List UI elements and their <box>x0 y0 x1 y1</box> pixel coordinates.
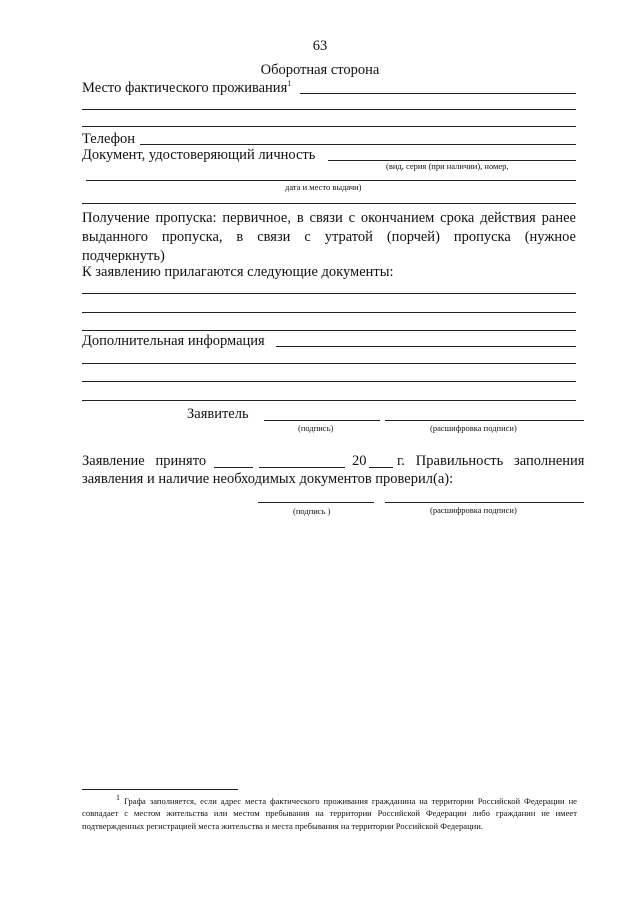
residence-label: Место фактического проживания$^1$ <box>82 79 292 96</box>
additional-info-input-line[interactable] <box>276 346 576 347</box>
residence-input-line[interactable] <box>300 93 576 94</box>
acceptance-day-line[interactable] <box>214 467 253 468</box>
attached-documents-line-3[interactable] <box>82 330 576 331</box>
applicant-signature-line[interactable] <box>264 420 380 421</box>
checker-decoding-line[interactable] <box>385 502 584 503</box>
checker-signature-line[interactable] <box>258 502 374 503</box>
footnote-text: Графа заполняется, если адрес места фактического проживания гражданина на территории Российской Федерации не совпадает с местом жительства или местом пребывания на территории Российской Федерации либо гражданин не имеет подтвержденных регистрацией места жительства и места пребывания на территории Российской Федерации. <box>82 796 577 831</box>
applicant-decoding-hint: (расшифровка подписи) <box>430 423 517 433</box>
id-document-hint-1: (вид, серия (при наличии), номер, <box>386 161 509 171</box>
footnote-separator <box>82 789 238 790</box>
checker-signature-hint: (подпись ) <box>293 506 331 516</box>
footnote-mark: 1 <box>287 79 292 89</box>
attached-documents-line-1[interactable] <box>82 293 576 294</box>
attached-documents-label: К заявлению прилагаются следующие документы: <box>82 264 394 280</box>
acceptance-month-line[interactable] <box>259 467 345 468</box>
footnote <box>82 795 577 832</box>
footnote-number: 1 <box>116 793 120 803</box>
page-title: Оборотная сторона <box>260 62 380 78</box>
applicant-signature-hint: (подпись) <box>298 423 334 433</box>
acceptance-line-2: заявления и наличие необходимых документов проверил(а): <box>82 471 454 487</box>
applicant-label: Заявитель <box>187 406 249 422</box>
id-document-label: Документ, удостоверяющий личность <box>82 147 316 163</box>
phone-label: Телефон <box>82 131 135 147</box>
attached-documents-line-2[interactable] <box>82 312 576 313</box>
applicant-decoding-line[interactable] <box>385 420 584 421</box>
checker-decoding-hint: (расшифровка подписи) <box>430 505 517 515</box>
acceptance-year-prefix: 20 <box>352 453 367 469</box>
acceptance-suffix: г. Правильность заполнения <box>397 453 585 469</box>
additional-info-line-2[interactable] <box>82 363 576 364</box>
id-document-input-line-3[interactable] <box>82 203 576 204</box>
additional-info-line-3[interactable] <box>82 381 576 382</box>
residence-input-line-3[interactable] <box>82 126 576 127</box>
phone-input-line[interactable] <box>140 144 576 145</box>
id-document-hint-2: дата и место выдачи) <box>285 182 362 192</box>
id-document-input-line-2[interactable] <box>86 180 576 181</box>
additional-info-label: Дополнительная информация <box>82 333 265 349</box>
pass-receipt-text: Получение пропуска: первичное, в связи с окончанием срока действия ранее выданного пропуска, в связи с утратой (порчей) пропуска (нужное подчеркнуть) <box>82 210 576 264</box>
page-number: 63 <box>312 38 328 54</box>
residence-input-line-2[interactable] <box>82 109 576 110</box>
additional-info-line-4[interactable] <box>82 400 576 401</box>
acceptance-prefix: Заявление принято <box>82 453 207 469</box>
acceptance-year-line[interactable] <box>369 467 393 468</box>
